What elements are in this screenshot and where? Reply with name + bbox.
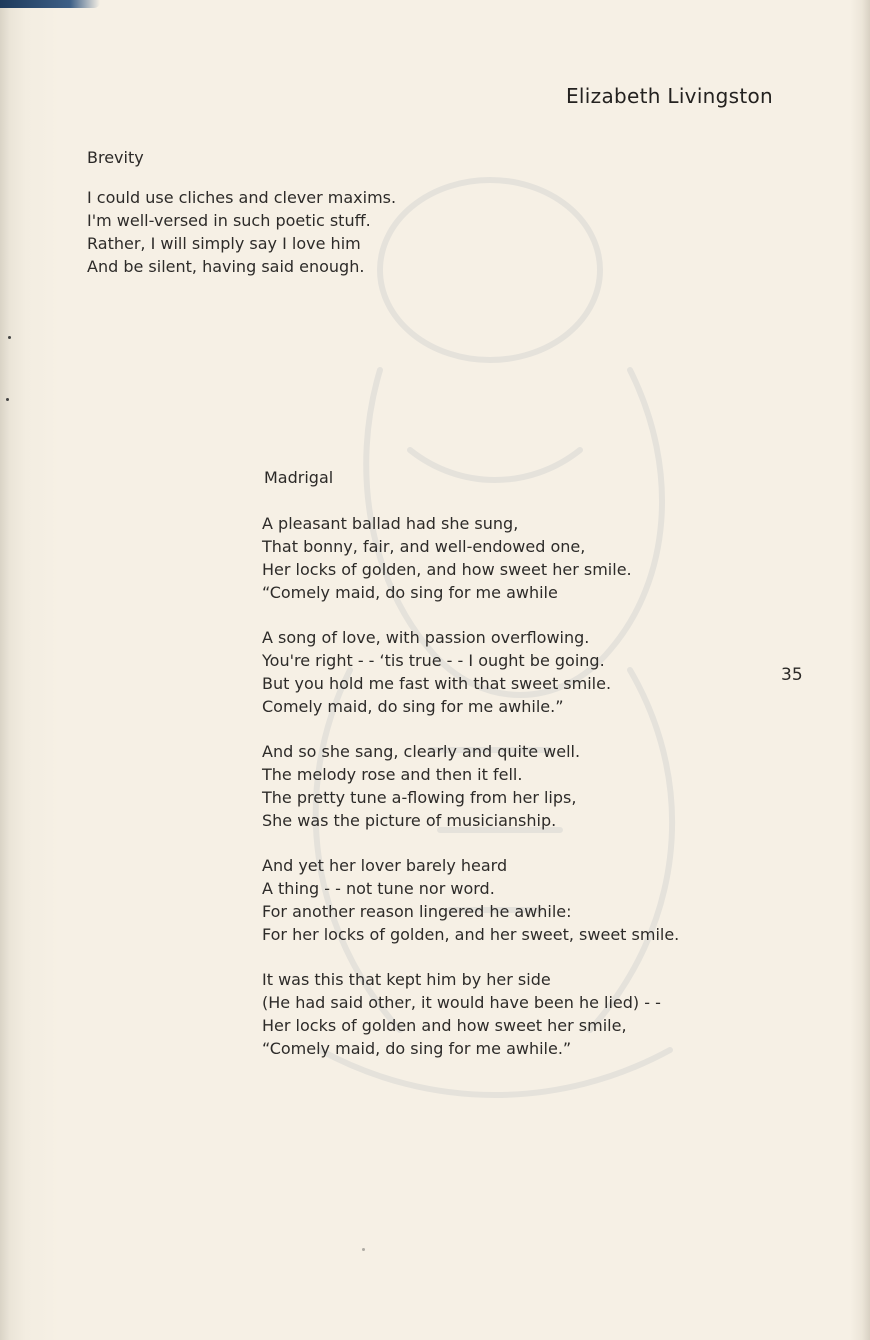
stanza	[262, 512, 679, 604]
poem-line: (He had said other, it would have been he lied) - -	[262, 993, 661, 1012]
poem-line: A song of love, with passion overflowing.	[262, 628, 590, 647]
page-number: 35	[781, 665, 803, 685]
paper-speck	[6, 398, 9, 401]
poem-title-madrigal: Madrigal	[264, 468, 334, 487]
poem-line: “Comely maid, do sing for me awhile.”	[262, 1039, 572, 1058]
poem-line: And yet her lover barely heard	[262, 856, 508, 875]
stanza	[262, 968, 679, 1060]
paper-speck	[8, 336, 11, 339]
poem-line: For another reason lingered he awhile:	[262, 902, 572, 921]
poem-line: The melody rose and then it fell.	[262, 765, 523, 784]
poem-line: Her locks of golden and how sweet her smile,	[262, 1016, 627, 1035]
poem-line: That bonny, fair, and well-endowed one,	[262, 537, 586, 556]
poem-line: I'm well-versed in such poetic stuff.	[87, 211, 371, 230]
poem-line: For her locks of golden, and her sweet, sweet smile.	[262, 925, 680, 944]
poem-line: But you hold me fast with that sweet smile.	[262, 674, 612, 693]
poem-line: The pretty tune a-flowing from her lips,	[262, 788, 577, 807]
poem-line: A thing - - not tune nor word.	[262, 879, 495, 898]
poem-line: Rather, I will simply say I love him	[87, 234, 361, 253]
poem-line: And be silent, having said enough.	[87, 257, 365, 276]
poem-line: Comely maid, do sing for me awhile.”	[262, 697, 564, 716]
stanza	[87, 186, 396, 278]
poem-body-brevity	[87, 186, 396, 300]
poem-line: “Comely maid, do sing for me awhile	[262, 583, 558, 602]
poem-line: Her locks of golden, and how sweet her smile.	[262, 560, 632, 579]
poem-line: She was the picture of musicianship.	[262, 811, 557, 830]
poem-title-brevity: Brevity	[87, 148, 144, 167]
poem-line: And so she sang, clearly and quite well.	[262, 742, 581, 761]
poem-line: You're right - - ‘tis true - - I ought be going.	[262, 651, 605, 670]
poem-line: It was this that kept him by her side	[262, 970, 551, 989]
stanza	[262, 626, 679, 718]
stanza	[262, 854, 679, 946]
binding-edge	[0, 0, 100, 8]
poem-line: I could use cliches and clever maxims.	[87, 188, 397, 207]
stanza	[262, 740, 679, 832]
paper-speck	[362, 1248, 365, 1251]
poem-body-madrigal	[262, 512, 679, 1082]
author-name: Elizabeth Livingston	[566, 84, 774, 108]
poem-line: A pleasant ballad had she sung,	[262, 514, 519, 533]
